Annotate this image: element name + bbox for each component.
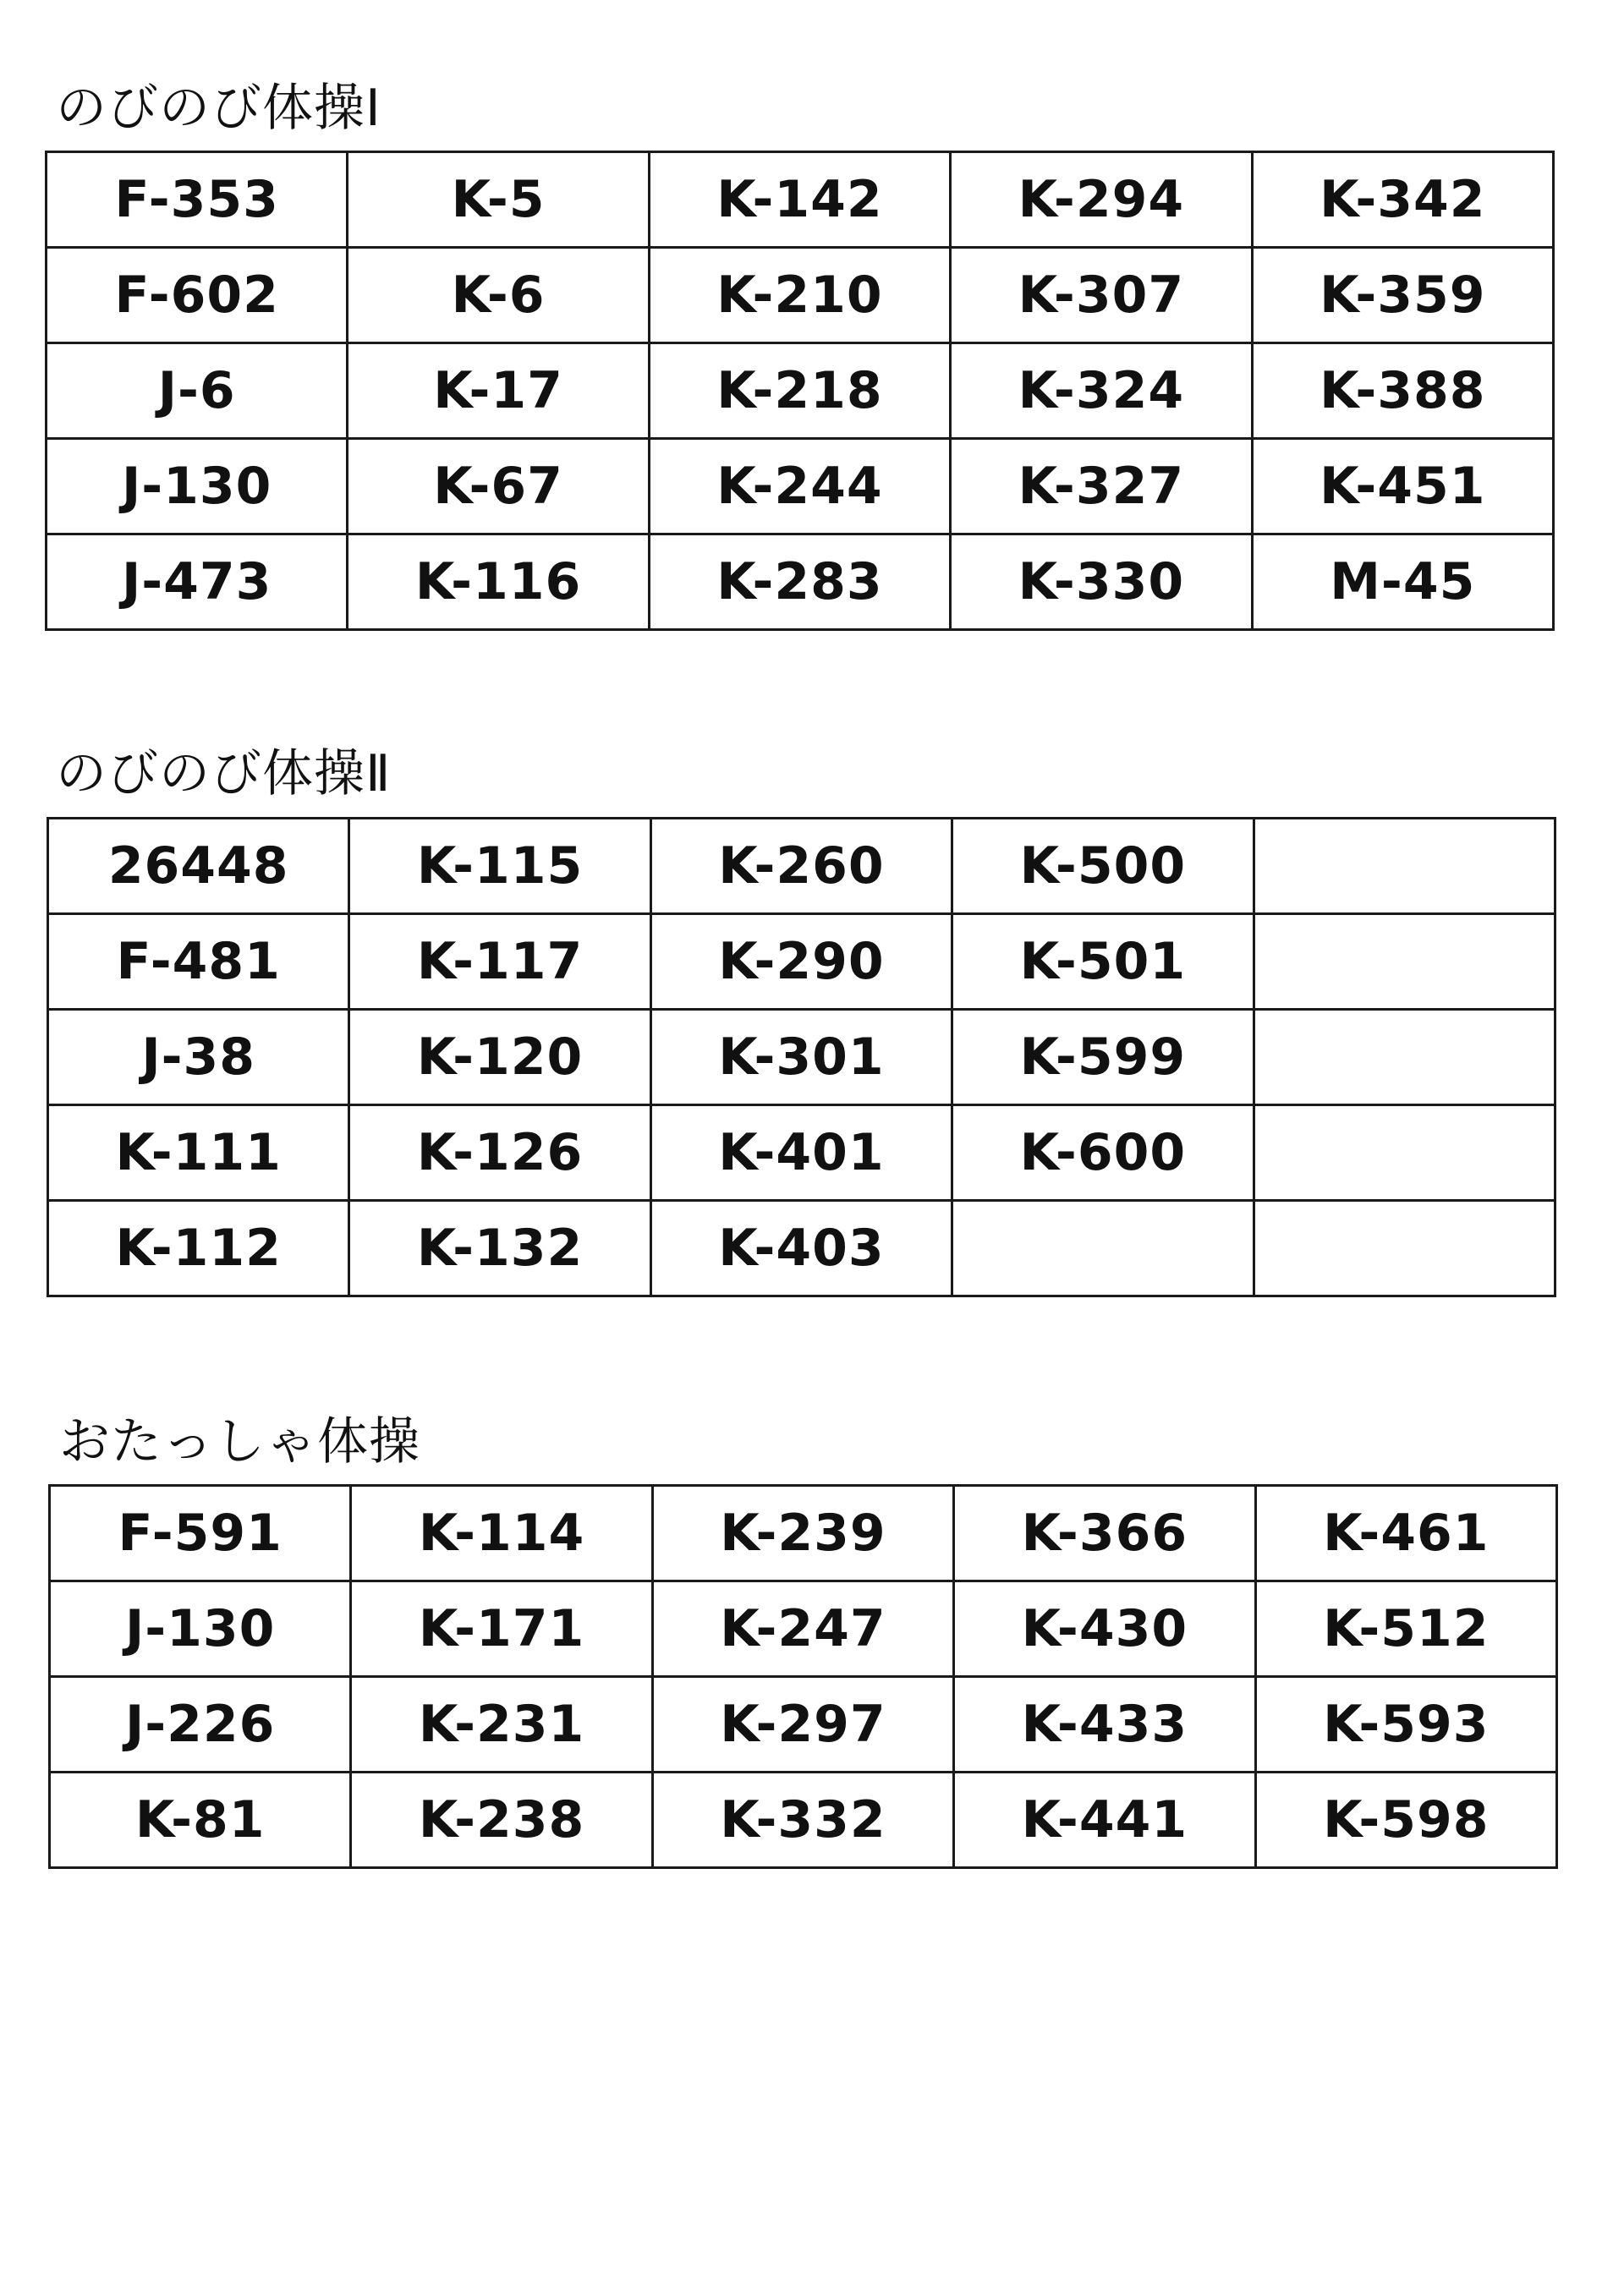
table-cell: 26448 bbox=[48, 819, 349, 914]
table-cell: J-6 bbox=[47, 343, 348, 439]
table-cell: K-67 bbox=[348, 439, 649, 534]
table-cell: K-171 bbox=[351, 1581, 652, 1677]
table-cell: K-307 bbox=[951, 248, 1252, 343]
table-cell: K-297 bbox=[652, 1677, 953, 1773]
table-cell: K-142 bbox=[649, 152, 950, 248]
table-cell: K-81 bbox=[50, 1773, 351, 1868]
table-cell: K-359 bbox=[1252, 248, 1553, 343]
code-table bbox=[47, 817, 1556, 1297]
code-table bbox=[45, 151, 1555, 631]
table-cell: K-342 bbox=[1252, 152, 1553, 248]
table-cell bbox=[952, 1201, 1254, 1296]
table-cell: K-430 bbox=[954, 1581, 1255, 1677]
table-cell: K-210 bbox=[649, 248, 950, 343]
table-cell: K-218 bbox=[649, 343, 950, 439]
table-cell: K-451 bbox=[1252, 439, 1553, 534]
table-cell: F-591 bbox=[50, 1486, 351, 1581]
table-cell: K-366 bbox=[954, 1486, 1255, 1581]
table-cell: K-290 bbox=[650, 914, 952, 1010]
table-cell: J-226 bbox=[50, 1677, 351, 1773]
table-row bbox=[50, 1581, 1557, 1677]
table-cell: F-481 bbox=[48, 914, 349, 1010]
table-cell: K-260 bbox=[650, 819, 952, 914]
table-cell: K-117 bbox=[349, 914, 650, 1010]
table-cell: K-132 bbox=[349, 1201, 650, 1296]
table-row bbox=[50, 1773, 1557, 1868]
table-cell: J-130 bbox=[47, 439, 348, 534]
table-cell: K-433 bbox=[954, 1677, 1255, 1773]
table-cell bbox=[1254, 819, 1555, 914]
table-row bbox=[48, 819, 1555, 914]
table-cell: M-45 bbox=[1252, 534, 1553, 630]
table-cell: K-231 bbox=[351, 1677, 652, 1773]
table-cell: K-17 bbox=[348, 343, 649, 439]
table-row bbox=[48, 1201, 1555, 1296]
table-cell: K-598 bbox=[1255, 1773, 1556, 1868]
table-row bbox=[47, 439, 1554, 534]
table-row bbox=[50, 1677, 1557, 1773]
table-cell: K-403 bbox=[650, 1201, 952, 1296]
table-row bbox=[50, 1486, 1557, 1581]
table-cell: K-244 bbox=[649, 439, 950, 534]
table-row bbox=[47, 152, 1554, 248]
table-cell: K-5 bbox=[348, 152, 649, 248]
table-row bbox=[48, 914, 1555, 1010]
table-row bbox=[47, 534, 1554, 630]
table-cell: K-500 bbox=[952, 819, 1254, 914]
table-row bbox=[48, 1105, 1555, 1201]
table-cell: K-111 bbox=[48, 1105, 349, 1201]
table-cell: K-294 bbox=[951, 152, 1252, 248]
table-cell: K-600 bbox=[952, 1105, 1254, 1201]
table-cell: K-301 bbox=[650, 1010, 952, 1105]
table-cell bbox=[1254, 1201, 1555, 1296]
table-cell: K-593 bbox=[1255, 1677, 1556, 1773]
table-cell bbox=[1254, 1105, 1555, 1201]
table-cell: F-602 bbox=[47, 248, 348, 343]
table-cell: K-238 bbox=[351, 1773, 652, 1868]
table-cell: K-330 bbox=[951, 534, 1252, 630]
table-cell: K-6 bbox=[348, 248, 649, 343]
table-cell: K-115 bbox=[349, 819, 650, 914]
table-row bbox=[48, 1010, 1555, 1105]
section-title: おたっしゃ体操 bbox=[59, 1412, 420, 1471]
table-cell: J-473 bbox=[47, 534, 348, 630]
table-cell: K-112 bbox=[48, 1201, 349, 1296]
table-cell: K-441 bbox=[954, 1773, 1255, 1868]
table-cell: K-332 bbox=[652, 1773, 953, 1868]
table-cell: K-239 bbox=[652, 1486, 953, 1581]
table-cell: K-120 bbox=[349, 1010, 650, 1105]
table-cell: K-114 bbox=[351, 1486, 652, 1581]
table-row bbox=[47, 248, 1554, 343]
table-cell: J-130 bbox=[50, 1581, 351, 1677]
table-cell bbox=[1254, 914, 1555, 1010]
table-cell: K-388 bbox=[1252, 343, 1553, 439]
table-cell: K-599 bbox=[952, 1010, 1254, 1105]
table-cell: K-247 bbox=[652, 1581, 953, 1677]
table-row bbox=[47, 343, 1554, 439]
table-cell bbox=[1254, 1010, 1555, 1105]
table-cell: K-401 bbox=[650, 1105, 952, 1201]
table-cell: K-327 bbox=[951, 439, 1252, 534]
table-cell: J-38 bbox=[48, 1010, 349, 1105]
section-title: のびのび体操Ⅱ bbox=[56, 744, 392, 803]
section-title: のびのび体操Ⅰ bbox=[56, 79, 381, 138]
code-table bbox=[48, 1484, 1558, 1869]
table-cell: K-501 bbox=[952, 914, 1254, 1010]
table-cell: K-324 bbox=[951, 343, 1252, 439]
table-cell: F-353 bbox=[47, 152, 348, 248]
table-cell: K-116 bbox=[348, 534, 649, 630]
table-cell: K-512 bbox=[1255, 1581, 1556, 1677]
table-cell: K-283 bbox=[649, 534, 950, 630]
table-cell: K-461 bbox=[1255, 1486, 1556, 1581]
table-cell: K-126 bbox=[349, 1105, 650, 1201]
